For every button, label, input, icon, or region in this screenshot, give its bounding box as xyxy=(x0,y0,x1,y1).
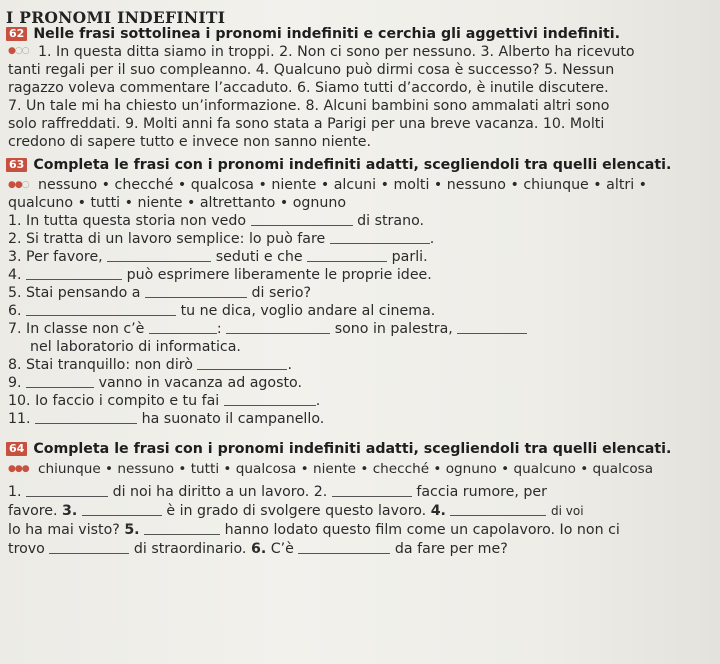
exercise-62-text-line: credono di sapere tutto e invece non sanno niente. xyxy=(8,134,372,150)
exercise-63-sentence-2: 2. Si tratta di un lavoro semplice: lo può fare . xyxy=(8,231,435,247)
section-title: I PRONOMI INDEFINITI xyxy=(6,8,226,27)
answer-blank[interactable] xyxy=(82,503,162,516)
exercise-62-heading xyxy=(6,25,620,43)
exercise-64-instruction: Completa le frasi con i pronomi indefiniti adatti, scegliendoli tra quelli elencati. xyxy=(33,441,672,457)
answer-blank[interactable] xyxy=(298,541,390,554)
exercise-62-text-line: solo raffreddati. 9. Molti anni fa sono stata a Parigi per una breve vacanza. 10. Molti xyxy=(8,116,605,132)
answer-blank[interactable] xyxy=(35,411,137,424)
exercise-62-text-line: tanti regali per il suo compleanno. 4. Qualcuno può dirmi cosa è successo? 5. Nessun xyxy=(8,62,615,78)
exercise-64-line-1: 1. di noi ha diritto a un lavoro. 2. faccia rumore, per xyxy=(8,484,547,500)
exercise-62-text-line: ragazzo voleva commentare l’accaduto. 6. Siamo tutti d’accordo, è inutile discutere. xyxy=(8,80,609,96)
answer-blank[interactable] xyxy=(26,303,176,316)
answer-blank[interactable] xyxy=(26,375,94,388)
exercise-63-word-bank: nessuno • checché • qualcosa • niente • alcuni • molti • nessuno • chiunque • altri • xyxy=(38,177,648,193)
exercise-63-sentence-9: 9. vanno in vacanza ad agosto. xyxy=(8,375,302,391)
exercise-63-sentence-4: 4. può esprimere liberamente le proprie idee. xyxy=(8,267,432,283)
answer-blank[interactable] xyxy=(107,249,211,262)
answer-blank[interactable] xyxy=(450,503,546,516)
answer-blank[interactable] xyxy=(144,522,220,535)
answer-blank[interactable] xyxy=(26,484,108,497)
exercise-63-sentence-5: 5. Stai pensando a di serio? xyxy=(8,285,312,301)
exercise-63-instruction: Completa le frasi con i pronomi indefiniti adatti, scegliendoli tra quelli elencati. xyxy=(33,157,672,173)
exercise-64-line-3: lo ha mai visto? 5. hanno lodato questo film come un capolavoro. Io non ci xyxy=(8,522,620,538)
exercise-63-sentence-7-cont: nel laboratorio di informatica. xyxy=(30,339,241,355)
exercise-63-heading xyxy=(6,156,671,174)
exercise-64-line-2: favore. 3. è in grado di svolgere questo lavoro. 4. di voi xyxy=(8,503,584,519)
answer-blank[interactable] xyxy=(330,231,430,244)
exercise-63-sentence-1: 1. In tutta questa storia non vedo di strano. xyxy=(8,213,425,229)
answer-blank[interactable] xyxy=(197,357,287,370)
exercise-63-sentence-10: 10. Io faccio i compito e tu fai . xyxy=(8,393,321,409)
difficulty-dots-icon: ●●● xyxy=(8,464,29,474)
answer-blank[interactable] xyxy=(307,249,387,262)
answer-blank[interactable] xyxy=(251,213,353,226)
exercise-63-sentence-7: 7. In classe non c’è : sono in palestra, xyxy=(8,320,527,338)
answer-blank[interactable] xyxy=(332,484,412,497)
exercise-63-number: 63 xyxy=(6,158,27,172)
answer-blank[interactable] xyxy=(226,321,330,334)
answer-blank[interactable] xyxy=(149,321,217,334)
exercise-63-sentence-11: 11. ha suonato il campanello. xyxy=(8,411,325,427)
exercise-63-sentence-3: 3. Per favore, seduti e che parli. xyxy=(8,249,428,265)
answer-blank[interactable] xyxy=(49,541,129,554)
answer-blank[interactable] xyxy=(457,321,527,334)
exercise-62-text-line: 7. Un tale mi ha chiesto un’informazione. 8. Alcuni bambini sono ammalati altri sono xyxy=(8,98,610,114)
exercise-63-sentence-8: 8. Stai tranquillo: non dirò . xyxy=(8,357,292,373)
difficulty-dots-icon: ●○○ xyxy=(8,46,29,56)
answer-blank[interactable] xyxy=(26,267,122,280)
answer-blank[interactable] xyxy=(145,285,247,298)
exercise-64-heading xyxy=(6,440,671,458)
exercise-64-word-bank: chiunque • nessuno • tutti • qualcosa • niente • checché • ognuno • qualcuno • qualcosa xyxy=(38,461,654,477)
exercise-62-text-line: 1. In questa ditta siamo in troppi. 2. Non ci sono per nessuno. 3. Alberto ha ricevuto xyxy=(38,44,635,60)
exercise-62-number: 62 xyxy=(6,27,27,41)
exercise-63-word-bank: qualcuno • tutti • niente • altrettanto • ognuno xyxy=(8,195,347,211)
exercise-62-instruction: Nelle frasi sottolinea i pronomi indefiniti e cerchia gli aggettivi indefiniti. xyxy=(33,26,621,42)
difficulty-dots-icon: ●●○ xyxy=(8,180,29,190)
exercise-64-line-4: trovo di straordinario. 6. C’è da fare per me? xyxy=(8,541,508,557)
answer-blank[interactable] xyxy=(224,393,316,406)
exercise-63-sentence-6: 6. tu ne dica, voglio andare al cinema. xyxy=(8,303,436,319)
exercise-64-number: 64 xyxy=(6,442,27,456)
